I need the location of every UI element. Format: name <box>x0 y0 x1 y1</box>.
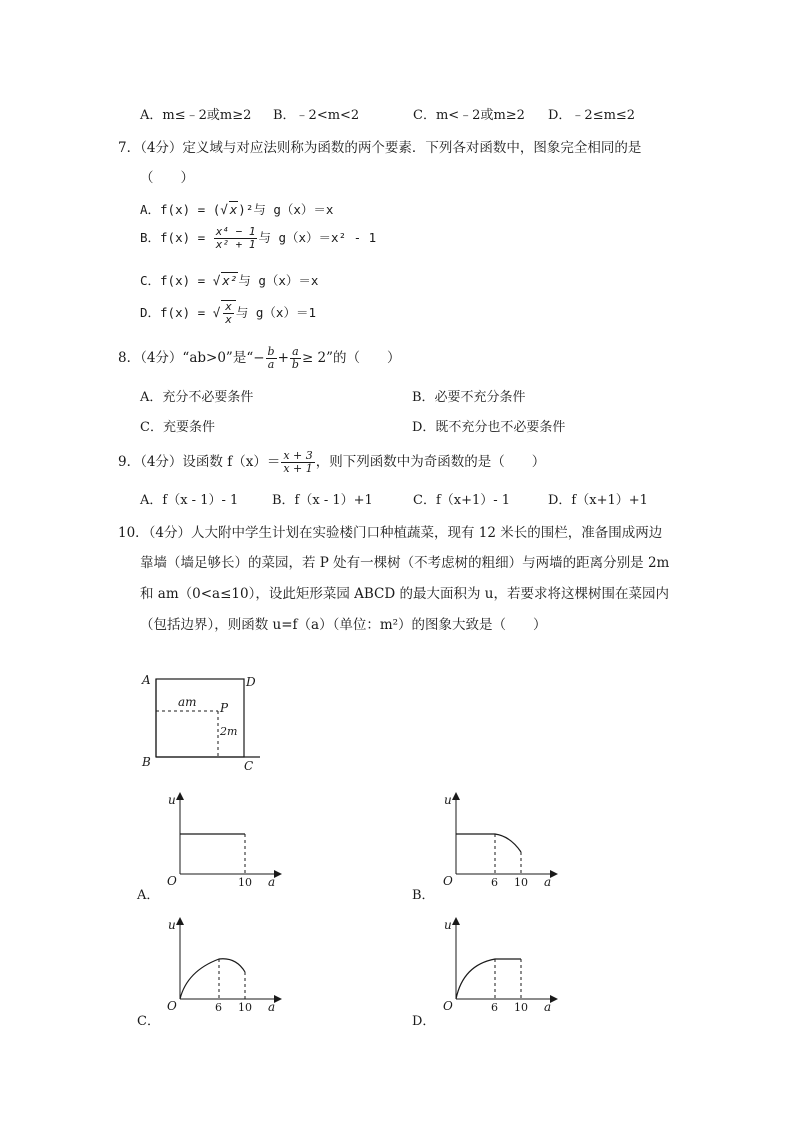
q7-d-fraction <box>223 301 234 326</box>
q10-line-4: （包括边界），则函数 u=f（a）（单位：m²）的图象大致是（ ） <box>140 617 547 633</box>
graph-c-label: C． <box>137 1014 160 1029</box>
q7-option-c: C．f(x) = √ x²与 g（x）＝x <box>140 273 319 288</box>
q9-fraction <box>281 450 314 475</box>
x-arrow <box>274 995 282 1003</box>
q9-stem <box>118 450 545 475</box>
q7-option-b <box>140 226 376 251</box>
axis-u: u <box>168 793 176 807</box>
q9-option-c: C．f（x+1）- 1 <box>413 493 511 508</box>
q7-a-post: )²与 g（x）＝x <box>238 202 334 217</box>
axis-u: u <box>444 918 452 932</box>
q6-option-c: C．m<﹣2或m≥2 <box>413 108 525 123</box>
y-arrow <box>176 917 184 925</box>
q7-a-pre: A．f(x) = ( <box>140 202 221 217</box>
label-am: am <box>178 695 197 709</box>
x-arrow <box>550 870 558 878</box>
origin: O <box>167 874 177 888</box>
graph-c <box>162 913 287 1013</box>
q7-b-fraction <box>214 226 258 251</box>
q9-option-d: D．f（x+1）+1 <box>548 493 648 508</box>
q8-f2-den: b <box>291 358 299 371</box>
origin: O <box>167 999 177 1013</box>
axis-a: a <box>544 875 552 888</box>
graph-d-label: D． <box>412 1014 436 1029</box>
axis-a: a <box>268 1000 276 1013</box>
tick-6: 6 <box>215 1001 222 1013</box>
x-arrow <box>550 995 558 1003</box>
q8-fraction-1 <box>266 346 277 371</box>
q6-option-d: D．﹣2≤m≤2 <box>548 108 636 123</box>
q8-option-c: C．充要条件 <box>140 420 215 435</box>
q7-d-post: 与 g（x）＝1 <box>235 305 316 320</box>
q9-option-a: A．f（x - 1）- 1 <box>140 493 239 508</box>
tick-10: 10 <box>514 876 528 888</box>
q7-d-num: x <box>225 300 232 313</box>
q8-stem <box>118 346 401 371</box>
q8-fraction-2 <box>290 346 301 371</box>
curve <box>456 959 521 999</box>
q7-a-radicand: x <box>229 202 238 217</box>
q9-den: x + 1 <box>283 462 313 475</box>
graph-a-label: A． <box>137 888 160 903</box>
q8-post: ≥ 2”的（ ） <box>301 350 401 366</box>
q9-pre: 9．（4分）设函数 f（x）＝ <box>118 454 281 470</box>
q7-d-den: x <box>225 313 232 326</box>
label-a: A <box>142 673 151 687</box>
q10-line-3: 和 am（0<a≤10），设此矩形菜园 ABCD 的最大面积为 u，若要求将这棵树围在菜园内 <box>140 586 669 602</box>
q7-c-post: 与 g（x）＝x <box>238 273 319 288</box>
q6-option-a: A．m≤﹣2或m≥2 <box>140 108 252 123</box>
q7-option-a: A．f(x) = (√ x)²与 g（x）＝x <box>140 202 334 217</box>
label-b: B <box>142 755 151 769</box>
q7-c-radicand: x² <box>222 273 238 288</box>
q8-option-a: A．充分不必要条件 <box>140 390 254 405</box>
q8-f1-num: b <box>267 345 275 358</box>
graph-d <box>438 913 563 1013</box>
tick-10: 10 <box>514 1001 528 1013</box>
axis-u: u <box>444 793 452 807</box>
axis-u: u <box>168 918 176 932</box>
graph-b-label: B． <box>412 888 435 903</box>
q7-option-d: D．f(x) = √ $\frac{x}{x}$ 与 g（x）＝1 <box>140 300 316 326</box>
axis-a: a <box>544 1000 552 1013</box>
origin: O <box>443 874 453 888</box>
q8-f2-num: a <box>292 345 299 358</box>
q8-f1-den: a <box>267 358 275 371</box>
q8-pre: 8．（4分）“ab>0”是“− <box>118 350 265 366</box>
curve <box>180 959 245 999</box>
garden-figure <box>130 665 280 777</box>
q7-c-pre: C．f(x) = <box>140 273 206 288</box>
x-arrow <box>274 870 282 878</box>
y-arrow <box>452 917 460 925</box>
q7-b-num: x⁴ − 1 <box>215 225 256 238</box>
q9-option-b: B．f（x - 1）+1 <box>272 493 373 508</box>
q8-plus: + <box>277 350 289 366</box>
q8-option-b: B．必要不充分条件 <box>412 390 526 405</box>
label-d: D <box>246 675 256 689</box>
q7-paren: （ ） <box>140 170 194 186</box>
q7-b-pre: B．f(x) = <box>140 230 206 245</box>
tick-6: 6 <box>491 876 498 888</box>
q7-d-pre: D．f(x) = <box>140 305 206 320</box>
q10-line-1: 10．（4分）人大附中学生计划在实验楼门口种植蔬菜，现有 12 米长的围栏，准备围成两边 <box>118 525 663 541</box>
tick-10: 10 <box>238 876 252 888</box>
y-arrow <box>176 792 184 800</box>
q8-option-d: D．既不充分也不必要条件 <box>412 420 566 435</box>
graph-a <box>162 788 287 888</box>
q10-line-2: 靠墙（墙足够长）的菜园，若 P 处有一棵树（不考虑树的粗细）与两墙的距离分别是 2m <box>140 555 670 571</box>
y-arrow <box>452 792 460 800</box>
q7-b-den: x² + 1 <box>215 238 256 251</box>
axis-a: a <box>268 875 276 888</box>
curve <box>456 834 521 852</box>
q6-option-b: B．﹣2<m<2 <box>273 108 360 123</box>
q7-stem: 7．（4分）定义域与对应法则称为函数的两个要素．下列各对函数中，图象完全相同的是 <box>118 140 642 156</box>
q9-post: ，则下列函数中为奇函数的是（ ） <box>315 454 546 470</box>
tick-10: 10 <box>238 1001 252 1013</box>
q7-b-post: 与 g（x）＝x² - 1 <box>258 230 377 245</box>
origin: O <box>443 999 453 1013</box>
label-2m: 2m <box>220 725 238 738</box>
label-c: C <box>244 759 254 773</box>
graph-b <box>438 788 563 888</box>
garden-rect <box>156 679 244 757</box>
tick-6: 6 <box>491 1001 498 1013</box>
q9-num: x + 3 <box>283 449 313 462</box>
label-p: P <box>220 701 229 715</box>
